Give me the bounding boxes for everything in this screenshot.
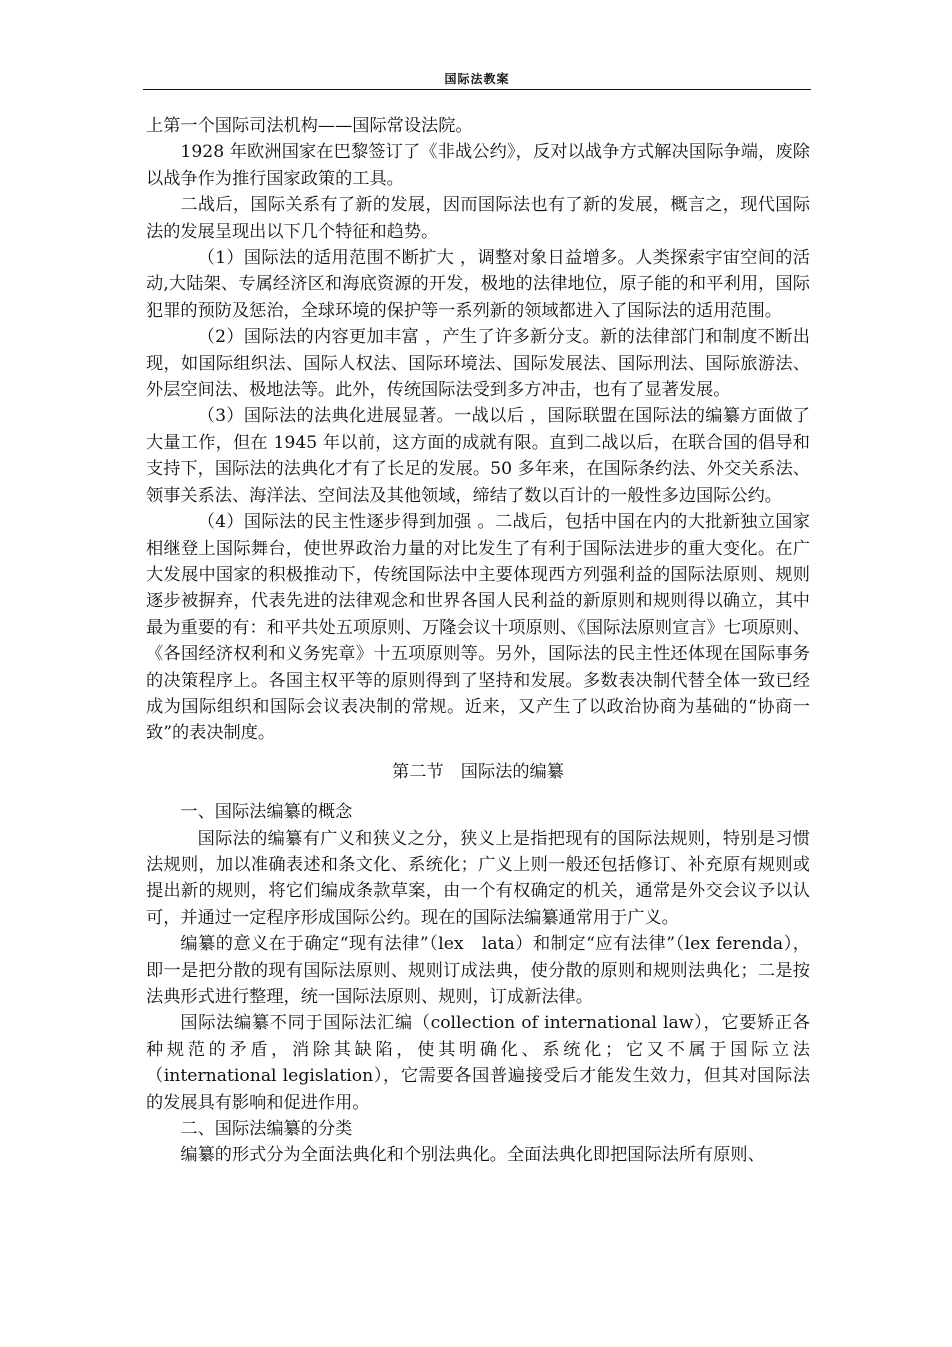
running-header: 国际法教案 [444, 72, 510, 86]
body-text [146, 113, 810, 1169]
paragraph: 1928 年欧洲国家在巴黎签订了《非战公约》，反对以战争方式解决国际争端，废除以战争作为推行国家政策的工具。 [146, 142, 810, 189]
paragraph: 国际法的编纂有广义和狭义之分，狭义上是指把现有的国际法规则，特别是习惯法规则，加以准确表述和条文化、系统化；广义上则一般还包括修订、补充原有规则或提出新的规则，将它们编成条款草案，由一个有权确定的机关，通常是外交会议予以认可，并通过一定程序形成国际公约。现在的国际法编纂通常用于广义。 [146, 828, 810, 928]
paragraph-continued: 上第一个国际司法机构——国际常设法院。 [146, 116, 473, 136]
subheading-classification: 二、国际法编纂的分类 [180, 1119, 353, 1140]
header-rule [143, 89, 811, 90]
paragraph-trend-2: （2）国际法的内容更加丰富 ，产生了许多新分支。新的法律部门和制度不断出现，如国际组织法、国际人权法、国际环境法、国际发展法、国际刑法、国际旅游法、外层空间法、极地法等。此外，传统国际法受到多方冲击，也有了显著发展。 [146, 327, 810, 401]
paragraph-trend-1: （1）国际法的适用范围不断扩大 ，调整对象日益增多。人类探索宇宙空间的活动,大陆架、专属经济区和海底资源的开发，极地的法律地位，原子能的和平利用，国际犯罪的预防及惩治，全球环境的保护等一系列新的领域都进入了国际法的适用范围。 [146, 248, 810, 321]
paragraph: 二战后，国际关系有了新的发展，因而国际法也有了新的发展，概言之，现代国际法的发展呈现出以下几个特征和趋势。 [146, 195, 810, 242]
paragraph: 国际法编纂不同于国际法汇编（collection of international law），它要矫正各种规范的矛盾，消除其缺陷，使其明确化、系统化；它又不属于国际立法（international legislation），它需要各国普遍接受后才能发生效力，但其对国际法的发展具有影响和促进作用。 [146, 1013, 810, 1113]
paragraph: 编纂的形式分为全面法典化和个别法典化。全面法典化即把国际法所有原则、 [180, 1145, 765, 1166]
section-heading: 第二节 国际法的编纂 [392, 761, 564, 782]
paragraph-trend-4: （4）国际法的民主性逐步得到加强 。二战后，包括中国在内的大批新独立国家相继登上国际舞台，使世界政治力量的对比发生了有利于国际法进步的重大变化。在广大发展中国家的积极推动下，传统国际法中主要体现西方列强利益的国际法原则、规则逐步被摒弃，代表先进的法律观念和世界各国人民利益的新原则和规则得以确立，其中最为重要的有：和平共处五项原则、万隆会议十项原则、《国际法原则宣言》七项原则、《各国经济权利和义务宪章》十五项原则等。另外，国际法的民主性还体现在国际事务的决策程序上。各国主权平等的原则得到了坚持和发展。多数表决制代替全体一致已经成为国际组织和国际会议表决制的常规。近来，又产生了以政治协商为基础的“协商一致”的表决制度。 [146, 512, 810, 744]
subheading-concept: 一、国际法编纂的概念 [180, 802, 353, 823]
paragraph-trend-3: （3）国际法的法典化进展显著。一战以后 ，国际联盟在国际法的编纂方面做了大量工作，但在 1945 年以前，这方面的成就有限。直到二战以后，在联合国的倡导和支持下，国际法的法典化才有了长足的发展。50 多年来，在国际条约法、外交关系法、领事关系法、海洋法、空间法及其他领域，缔结了数以百计的一般性多边国际公约。 [146, 406, 810, 506]
paragraph: 编纂的意义在于确定“现有法律”（lex lata）和制定“应有法律”（lex ferenda），即一是把分散的现有国际法原则、规则订成法典，使分散的原则和规则法典化；二是按法典形式进行整理，统一国际法原则、规则，订成新法律。 [146, 934, 810, 1007]
